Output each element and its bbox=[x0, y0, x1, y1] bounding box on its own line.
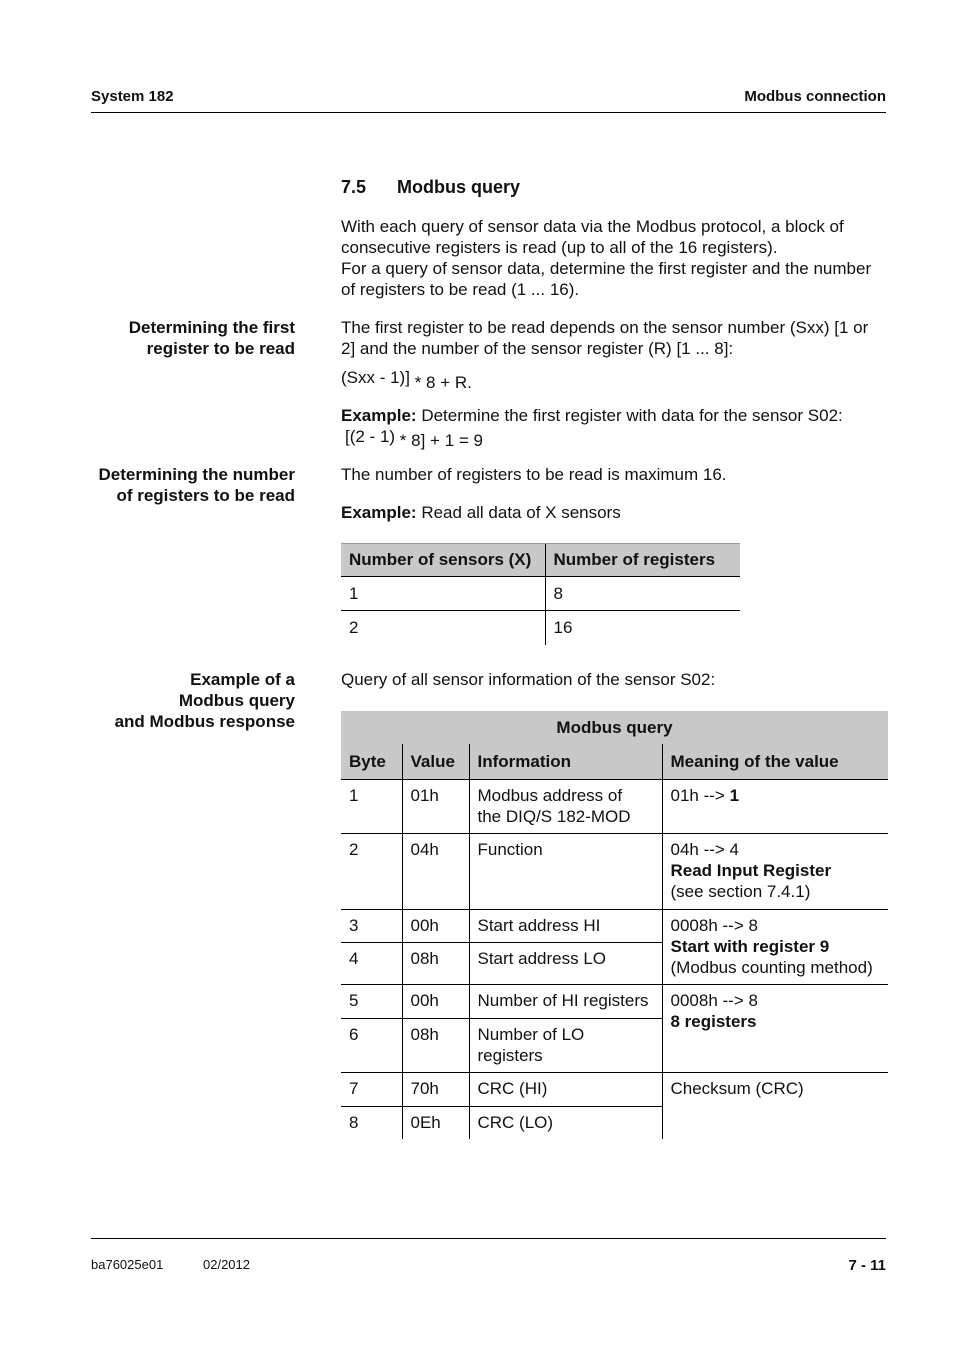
footer-date: 02/2012 bbox=[203, 1257, 250, 1272]
footer-doc: ba76025e01 bbox=[91, 1257, 164, 1272]
example-label: Example: bbox=[341, 503, 417, 522]
intro-line: With each query of sensor data via the Modbus protocol, a block of bbox=[341, 217, 844, 236]
example-text: Determine the first register with data for the sensor S02: bbox=[421, 406, 843, 425]
example-text: Read all data of X sensors bbox=[421, 503, 621, 522]
value-cell: 08h bbox=[402, 942, 469, 984]
side-heading-line: register to be read bbox=[146, 339, 295, 358]
info-cell: Start address LO bbox=[469, 942, 662, 984]
query-example-text: Query of all sensor information of the sensor S02: bbox=[341, 670, 716, 689]
formula-part: [(2 - 1) bbox=[345, 427, 396, 446]
page-number: 7 - 11 bbox=[848, 1257, 886, 1274]
info-line: the DIQ/S 182-MOD bbox=[477, 806, 631, 826]
meaning-bold: 1 bbox=[729, 785, 740, 805]
meaning-text: 04h --> 4 bbox=[670, 839, 740, 859]
num-registers-text: The number of registers to be read is maximum 16. bbox=[341, 465, 727, 484]
byte-cell: 3 bbox=[341, 909, 402, 942]
text-line: The first register to be read depends on the sensor number (Sxx) [1 or bbox=[341, 318, 869, 337]
table-row bbox=[341, 611, 740, 645]
value-cell: 70h bbox=[402, 1072, 469, 1106]
info-cell: CRC (LO) bbox=[469, 1106, 662, 1139]
meaning-bold: Read Input Register bbox=[670, 860, 832, 880]
table-row bbox=[341, 1072, 888, 1106]
section-title: Modbus query bbox=[397, 177, 521, 197]
info-cell: Number of HI registers bbox=[469, 984, 662, 1018]
column-header: Number of registers bbox=[545, 544, 740, 577]
info-cell bbox=[469, 1018, 662, 1072]
column-header: Value bbox=[402, 744, 469, 779]
example-num-registers bbox=[341, 502, 621, 523]
byte-cell: 6 bbox=[341, 1018, 402, 1072]
value-cell: 00h bbox=[402, 909, 469, 942]
meaning-text: (see section 7.4.1) bbox=[670, 881, 811, 901]
side-heading-line: of registers to be read bbox=[116, 486, 295, 505]
column-header: Information bbox=[469, 744, 662, 779]
footer-rule bbox=[91, 1238, 886, 1239]
meaning-cell bbox=[662, 779, 888, 833]
column-header: Number of sensors (X) bbox=[341, 544, 545, 577]
sensors-registers-table bbox=[341, 543, 740, 645]
table-row bbox=[341, 577, 740, 611]
byte-cell: 4 bbox=[341, 942, 402, 984]
meaning-cell bbox=[662, 833, 888, 909]
meaning-cell bbox=[662, 909, 888, 984]
value-cell: 00h bbox=[402, 984, 469, 1018]
text-line: 2] and the number of the sensor register (R) [1 ... 8]: bbox=[341, 339, 734, 358]
header-left: System 182 bbox=[91, 88, 174, 105]
example-label: Example: bbox=[341, 406, 417, 425]
meaning-text: 0008h --> 8 bbox=[670, 990, 758, 1010]
byte-cell: 1 bbox=[341, 779, 402, 833]
example-first-register bbox=[341, 405, 843, 426]
table-header-row bbox=[341, 544, 740, 577]
info-line: Modbus address of bbox=[477, 785, 623, 805]
meaning-text: 01h --> bbox=[670, 785, 725, 805]
side-heading-line: Modbus query bbox=[178, 691, 295, 710]
formula-part: (Sxx - 1)] bbox=[341, 368, 410, 387]
meaning-text: (Modbus counting method) bbox=[670, 957, 873, 977]
meaning-cell: Checksum (CRC) bbox=[662, 1072, 888, 1139]
formula-part: * 8] + 1 = 9 bbox=[399, 431, 483, 450]
info-cell bbox=[469, 779, 662, 833]
table-caption-row bbox=[341, 711, 888, 744]
side-heading-num-registers bbox=[99, 464, 295, 506]
example-formula bbox=[345, 426, 483, 450]
side-heading-line: and Modbus response bbox=[114, 712, 295, 731]
first-register-text bbox=[341, 317, 868, 359]
formula bbox=[341, 367, 472, 392]
side-heading-line: Determining the number bbox=[98, 465, 295, 484]
meaning-bold: 8 registers bbox=[670, 1011, 757, 1031]
table-cell: 8 bbox=[545, 577, 740, 611]
meaning-text: 0008h --> 8 bbox=[670, 915, 758, 935]
section-number: 7.5 bbox=[341, 177, 367, 197]
side-heading-query-example bbox=[115, 669, 295, 732]
table-row bbox=[341, 984, 888, 1018]
byte-cell: 2 bbox=[341, 833, 402, 909]
table-cell: 1 bbox=[341, 577, 545, 611]
table-header-row bbox=[341, 744, 888, 779]
info-cell: Function bbox=[469, 833, 662, 909]
table-row bbox=[341, 833, 888, 909]
side-heading-line: Determining the first bbox=[128, 318, 295, 337]
table-caption: Modbus query bbox=[341, 711, 888, 744]
value-cell: 0Eh bbox=[402, 1106, 469, 1139]
value-cell: 01h bbox=[402, 779, 469, 833]
intro-line: consecutive registers is read (up to all of the 16 registers). bbox=[341, 238, 778, 257]
intro-line: For a query of sensor data, determine the first register and the number bbox=[341, 259, 872, 278]
info-cell: Start address HI bbox=[469, 909, 662, 942]
side-heading-first-register bbox=[129, 317, 295, 359]
column-header: Byte bbox=[341, 744, 402, 779]
byte-cell: 7 bbox=[341, 1072, 402, 1106]
formula-part: * 8 + R. bbox=[414, 373, 472, 392]
intro-line: of registers to be read (1 ... 16). bbox=[341, 280, 580, 299]
value-cell: 04h bbox=[402, 833, 469, 909]
table-cell: 16 bbox=[545, 611, 740, 645]
meaning-cell bbox=[662, 984, 888, 1072]
info-cell: CRC (HI) bbox=[469, 1072, 662, 1106]
byte-cell: 8 bbox=[349, 1112, 359, 1132]
table-cell: 2 bbox=[349, 618, 359, 637]
table-row bbox=[341, 909, 888, 942]
column-header: Meaning of the value bbox=[662, 744, 888, 779]
info-line: registers bbox=[477, 1045, 543, 1065]
header-right: Modbus connection bbox=[744, 88, 886, 105]
header-rule bbox=[91, 112, 886, 113]
info-line: Number of LO bbox=[477, 1024, 585, 1044]
byte-cell: 5 bbox=[341, 984, 402, 1018]
table-row bbox=[341, 779, 888, 833]
meaning-bold: Start with register 9 bbox=[670, 936, 830, 956]
intro-paragraph bbox=[341, 216, 871, 300]
modbus-query-table bbox=[341, 711, 888, 1139]
side-heading-line: Example of a bbox=[190, 670, 295, 689]
value-cell: 08h bbox=[402, 1018, 469, 1072]
